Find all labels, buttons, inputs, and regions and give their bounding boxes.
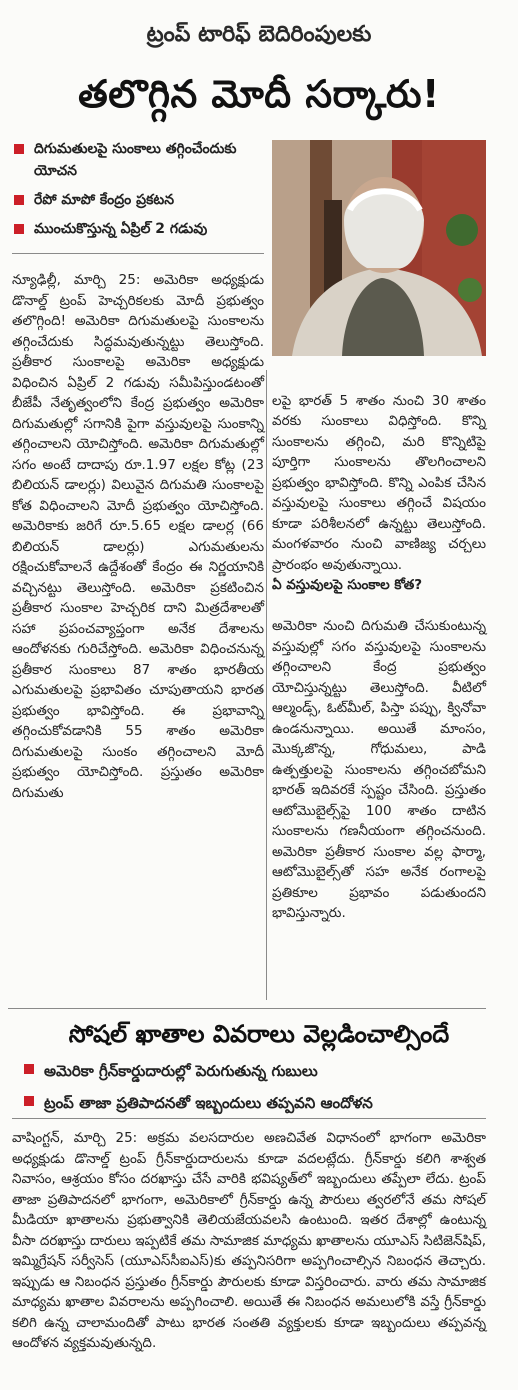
article-column-2 <box>272 370 486 1000</box>
bullet-item: దిగుమతులపై సుంకాలు తగ్గించేందుకు యోచన <box>12 138 270 182</box>
bullet-item: ట్రంప్ తాజా ప్రతిపాదనతో ఇబ్బందులు తప్పవని ఆందోళన <box>22 1090 492 1116</box>
article-headline: తలొగ్గిన మోదీ సర్కారు! <box>78 72 440 116</box>
person-photo-illustration <box>272 140 486 356</box>
article-separator <box>8 1008 486 1009</box>
article-kicker: ట్రంప్ టారిఫ్ బెదిరింపులకు <box>146 22 372 47</box>
highlight-bullets <box>12 138 270 247</box>
bullet-item: ముంచుకొస్తున్న ఏప్రిల్ 2 గడువు <box>12 218 270 240</box>
news-photo <box>272 140 486 356</box>
bullet-item: అమెరికా గ్రీన్‌కార్డుదారుల్లో పెరుగుతున్న గుబులు <box>22 1058 492 1084</box>
column-2-text-continued: అమెరికా నుంచి దిగుమతి చేసుకుంటున్న వస్తువుల్లో సగం వస్తువులపై సుంకాలను తగ్గించాలని కేంద్ర ప్రభుత్వం యోచిస్తున్నట్టు తెలుస్తోంది. వీటిలో ఆల్మండ్స్, ఓట్‌మీల్, పిస్తా పప్పు, క్వినోవా ఉండనున్నాయి. అయితే మాంసం, మొక్కజొన్న, గోధుమలు, పాడి ఉత్పత్తులపై సుంకాలను తగ్గించబోమని భారత్ ఇదివరకే స్పష్టం చేసింది. ప్రస్తుతం ఆటోమొబైల్స్‌పై 100 శాతం దాటిన సుంకాలను గణనీయంగా తగ్గించనుంది. అమెరికా ప్రతీకార సుంకాల వల్ల ఫార్మా, ఆటోమొబైల్స్‌తో సహ అనేక రంగాలపై ప్రతికూల ప్రభావం పడుతుందని భావిస్తున్నారు. <box>272 618 486 921</box>
article2-headline: సోషల్ ఖాతాల వివరాలు వెల్లడించాల్సిందే <box>68 1020 450 1048</box>
bullet-divider <box>12 253 264 254</box>
article2-bullets <box>22 1058 492 1122</box>
article2-bullet-divider <box>12 1118 486 1119</box>
column-divider <box>266 370 267 1000</box>
article2-body: వాషింగ్టన్, మార్చి 25: అక్రమ వలసదారుల అణచివేత విధానంలో భాగంగా అమెరికా అధ్యక్షుడు డొనాల్డ్ ట్రంప్ గ్రీన్‌కార్డుదారులను కూడా వదలట్లేదు. గ్రీన్‌కార్డు కలిగి శాశ్వత నివాసం, ఆశ్రయం కోసం దరఖాస్తు చేసే వారికి భవిష్యత్‌లో ఇబ్బందులు తప్పేలా లేదు. ట్రంప్ తాజా ప్రతిపాదనలో భాగంగా, అమెరికాలో గ్రీన్‌కార్డు ఉన్న పౌరులు త్వరలోనే తమ సోషల్ మీడియా ఖాతాలను ప్రభుత్వానికి తెలియజేయవలసి ఉంటుంది. ఇతర దేశాల్లో ఉంటున్న వీసా దరఖాస్తు దారులు ఇప్పటికే తమ సామాజిక మాధ్యమ ఖాతాలను యూఎస్ సిటిజెన్‌షిప్, ఇమ్మిగ్రేషన్ సర్వీసెస్ (యూఎస్‌సీఐఎస్)కు తప్పనిసరిగా అప్పగించాల్సిన నిబంధన తెచ్చారు. ఇప్పుడు ఆ నిబంధన ప్రస్తుతం గ్రీన్‌కార్డు పౌరులకు కూడా విస్తరించారు. వారు తమ సామాజిక మాధ్యమ ఖాతాల వివరాలను అప్పగించాలి. అయితే ఈ నిబంధన అమలులోకి వస్తే గ్రీన్‌కార్డు కలిగి ఉన్న చాలామందితో పాటు భారత సంతతి వ్యక్తులకు కూడా ఇబ్బందులు తప్పవన్న ఆందోళన వ్యక్తమవుతున్నది. <box>12 1130 486 1351</box>
bullet-item: రేపో మాపో కేంద్రం ప్రకటన <box>12 189 270 211</box>
article-column-1: న్యూఢిల్లీ, మార్చి 25: అమెరికా అధ్యక్షుడు డొనాల్డ్ ట్రంప్ హెచ్చరికలకు మోదీ ప్రభుత్వం తలొగ్గింది! అమెరికా దిగుమతులపై సుంకాలను తగ్గించేదుకు సిద్ధమవుతున్నట్టు తెలుస్తోంది. ప్రతీకార సుంకాలపై అమెరికా అధ్యక్షుడు విధించిన ఏప్రిల్ 2 గడువు సమీపిస్తుండటంతో బీజేపీ నేతృత్వంలోని కేంద్ర ప్రభుత్వం అమెరికా దిగుమతుల్లో సగానికి పైగా వస్తువులపై సుంకాన్ని తగ్గించాలని యోచిస్తోంది. అమెరికా దిగుమతుల్లో సగం అంటే దాదాపు రూ.1.97 లక్షల కోట్ల (23 బిలియన్ డాలర్లు) విలువైన దిగుమతి సుంకాలపై కోత విధించాలని మోదీ ప్రభుత్వం యోచిస్తోంది. అమెరికాకు జరిగే రూ.5.65 లక్షల డాలర్ల (66 బిలియన్ డాలర్లు) ఎగుమతులను రక్షించుకోవాలనే ఉద్దేశంతో కేంద్రం ఈ నిర్ణయానికి వచ్చినట్టు తెలుస్తోంది. అమెరికా ప్రకటించిన ప్రతీకార సుంకాల హెచ్చరిక దాని మిత్రదేశాలతో సహా ప్రపంచవ్యాప్తంగా అనేక దేశాలను ఆందోళనకు గురిచేస్తోంది. అమెరికా విధించనున్న ప్రతీకార సుంకాలు 87 శాతం భారతీయ ఎగుమతులపై ప్రభావితం చూపుతాయని భారత ప్రభుత్వం భావిస్తోంది. ఈ ప్రభావాన్ని తగ్గించుకోవడానికి 55 శాతం అమెరికా దిగుమతులపై సుంకం తగ్గించాలని మోదీ ప్రభుత్వం యోచిస్తోంది. ప్రస్తుతం అమెరికా దిగుమతు <box>12 272 264 801</box>
column-2-text: లపై భారత్ 5 శాతం నుంచి 30 శాతం వరకు సుంకాలు విధిస్తోంది. కొన్ని సుంకాలను తగ్గించి, మరి కొన్నిటిపై పూర్తిగా సుంకాలను తొలగించాలని ప్రభుత్వం భావిస్తోంది. కొన్ని ఎంపిక చేసిన వస్తువులపై సుంకాలు తగ్గించే విషయం కూడా పరిశీలనలో ఉన్నట్టు తెలుస్తోంది. మంగళవారం నుంచి వాణిజ్య చర్చలు ప్రారంభం అవుతున్నాయి. <box>272 392 486 573</box>
column-2-subheading: ఏ వస్తువులపై సుంకాల కోత? <box>272 577 423 593</box>
